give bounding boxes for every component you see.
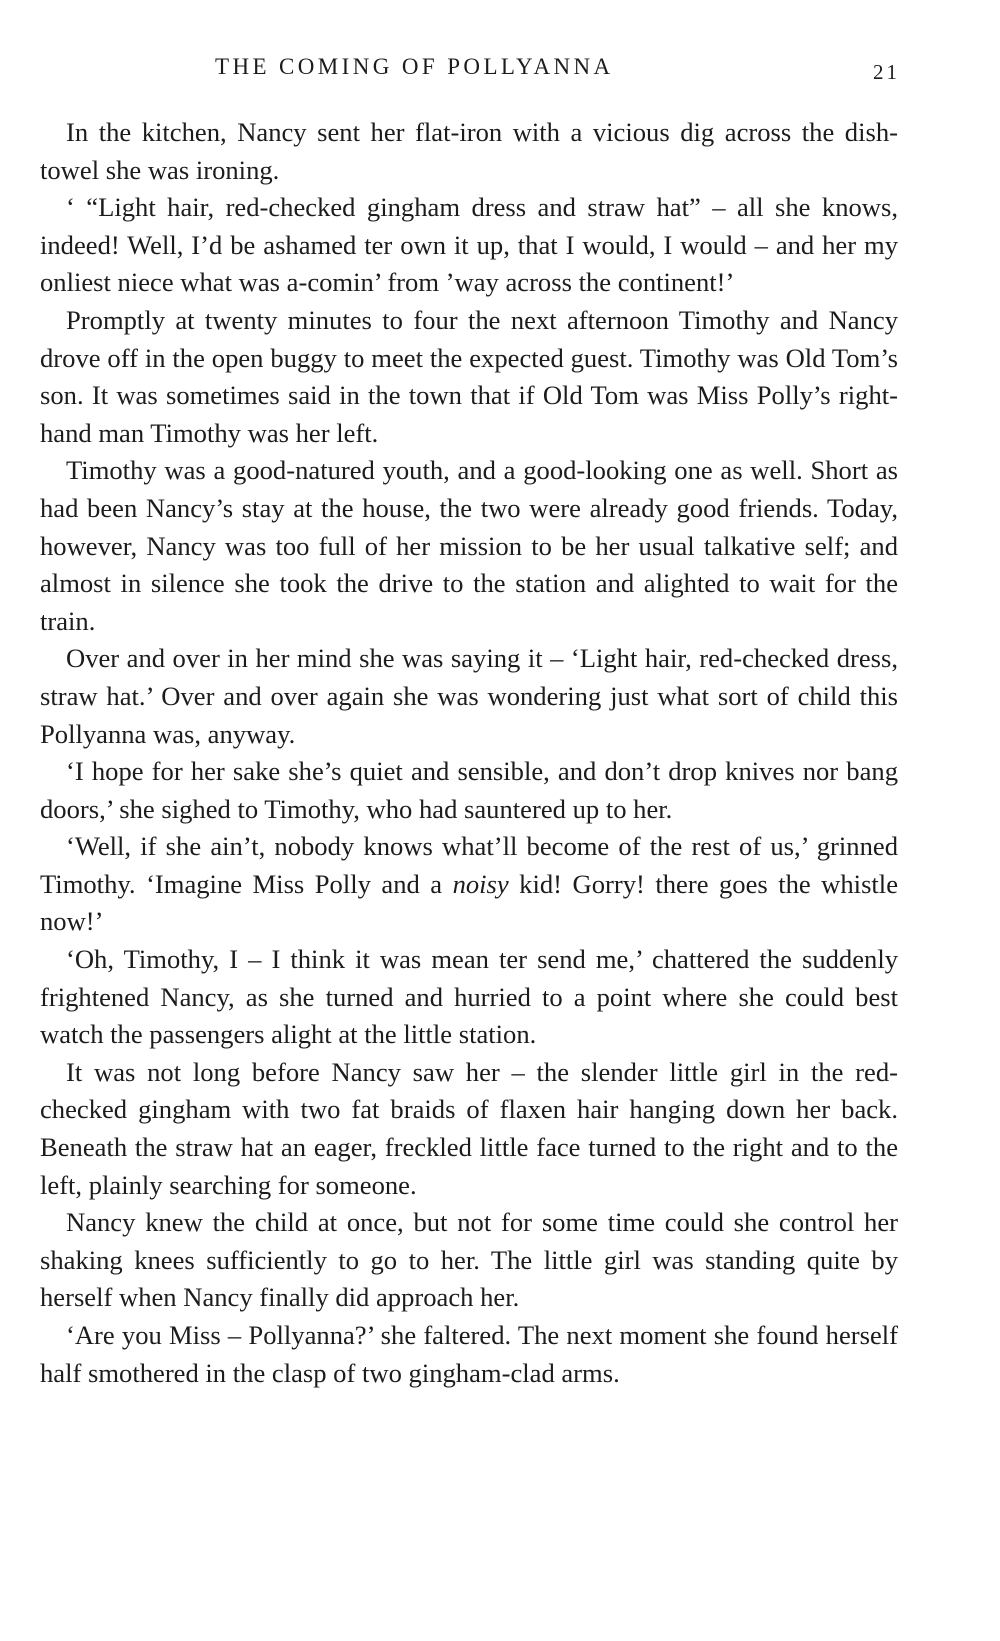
emphasis-text: noisy <box>452 868 509 899</box>
paragraph: Promptly at twenty minutes to four the next afternoon Timothy and Nancy drove off in the open buggy to meet the expected guest. Timothy was Old Tom’s son. It was sometimes said in the town that if Old Tom was Miss Polly’s right-hand man Timothy was her left. <box>40 304 898 448</box>
paragraph-text: ‘Well, if she ain’t, nobody knows what’ll become of the rest of us,’ grinned Timothy. ‘Imagine Miss Polly and a <box>40 831 898 899</box>
running-title: THE COMING OF POLLYANNA <box>215 54 614 79</box>
page-number: 21 <box>873 60 900 84</box>
paragraph: In the kitchen, Nancy sent her flat-iron with a vicious dig across the dish-towel she was ironing. <box>40 117 898 185</box>
paragraph <box>40 828 898 941</box>
paragraph: ‘Are you Miss – Pollyanna?’ she faltered. The next moment she found herself half smothered in the clasp of two gingham-clad arms. <box>40 1320 898 1388</box>
paragraph: ‘I hope for her sake she’s quiet and sensible, and don’t drop knives nor bang doors,’ she sighed to Timothy, who had sauntered up to her. <box>40 756 898 824</box>
body-text <box>40 114 898 1392</box>
paragraph: It was not long before Nancy saw her – the slender little girl in the red-checked gingham with two fat braids of flaxen hair hanging down her back. Beneath the straw hat an eager, freckled little face turned to the right and to the left, plainly searching for someone. <box>40 1056 898 1200</box>
paragraph: Timothy was a good-natured youth, and a good-looking one as well. Short as had been Nancy’s stay at the house, the two were already good friends. Today, however, Nancy was too full of her mission to be her usual talkative self; and almost in silence she took the drive to the station and alighted to wait for the train. <box>40 455 898 636</box>
paragraph: Over and over in her mind she was saying it – ‘Light hair, red-checked dress, straw hat.’ Over and over again she was wondering just what sort of child this Pollyanna was, anyway. <box>40 643 898 749</box>
paragraph: Nancy knew the child at once, but not for some time could she control her shaking knees sufficiently to go to her. The little girl was standing quite by herself when Nancy finally did approach her. <box>40 1207 898 1313</box>
paragraph: ‘Oh, Timothy, I – I think it was mean ter send me,’ chattered the suddenly frightened Nancy, as she turned and hurried to a point where she could best watch the passengers alight at the little station. <box>40 944 898 1050</box>
paragraph-text: kid! Gorry! there goes the whistle now!’ <box>40 868 898 937</box>
running-head <box>40 52 900 86</box>
paragraph: ‘ “Light hair, red-checked gingham dress and straw hat” – all she knows, indeed! Well, I’d be ashamed ter own it up, that I would, I would – and her my onliest niece what was a-comin’ from ’way across the continent!’ <box>40 192 898 298</box>
